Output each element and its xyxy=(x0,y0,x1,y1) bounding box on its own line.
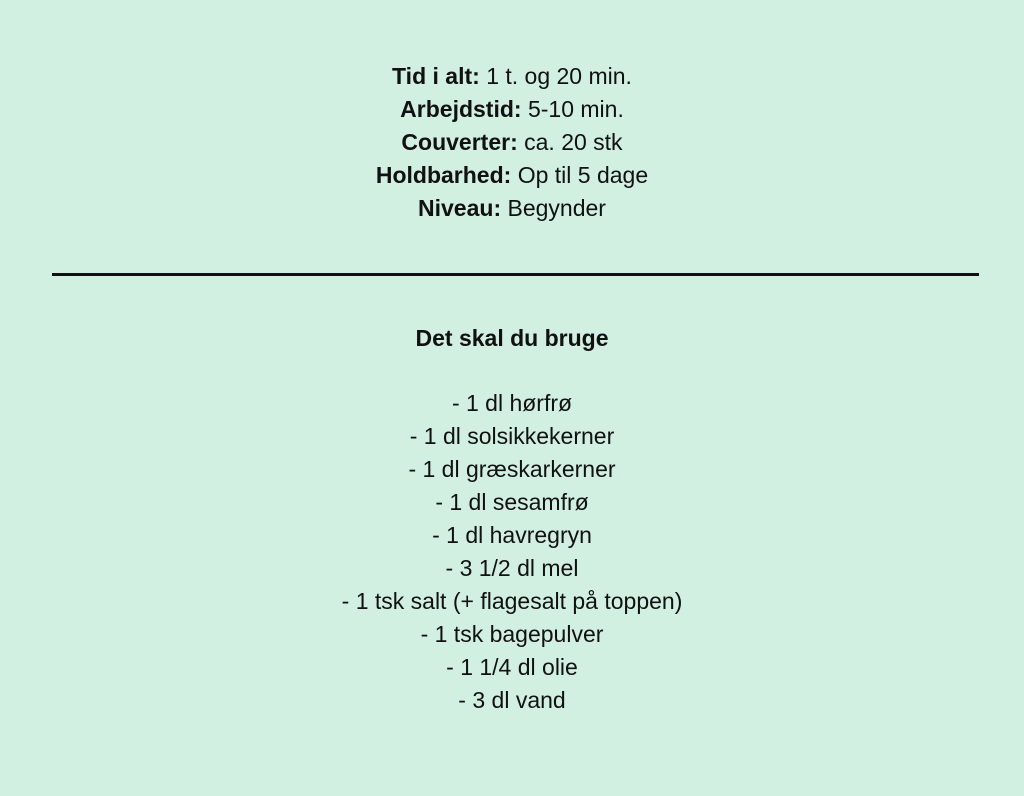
ingredient-item: - 1 tsk bagepulver xyxy=(420,621,604,647)
ingredient-item: - 1 tsk salt (+ flagesalt på toppen) xyxy=(341,588,683,614)
detail-value: ca. 20 stk xyxy=(524,129,623,155)
detail-value: Op til 5 dage xyxy=(517,162,649,188)
ingredient-item: - 1 dl solsikkekerner xyxy=(409,423,615,449)
recipe-details xyxy=(0,60,1024,225)
detail-shelf-life xyxy=(0,159,1024,192)
ingredients-heading: Det skal du bruge xyxy=(415,325,609,351)
detail-servings xyxy=(0,126,1024,159)
detail-value: 1 t. og 20 min. xyxy=(486,63,632,89)
ingredient-item: - 3 dl vand xyxy=(458,687,566,713)
detail-label: Arbejdstid: xyxy=(400,96,522,122)
ingredients-list xyxy=(0,387,1024,717)
detail-total-time xyxy=(0,60,1024,93)
detail-value: 5-10 min. xyxy=(527,96,624,122)
detail-work-time xyxy=(0,93,1024,126)
detail-label: Niveau: xyxy=(418,195,502,221)
detail-label: Tid i alt: xyxy=(392,63,480,89)
section-divider xyxy=(52,273,979,276)
ingredient-item: - 1 dl græskarkerner xyxy=(408,456,616,482)
ingredient-item: - 3 1/2 dl mel xyxy=(445,555,579,581)
ingredient-item: - 1 dl sesamfrø xyxy=(435,489,589,515)
ingredient-item: - 1 1/4 dl olie xyxy=(446,654,578,680)
ingredient-item: - 1 dl hørfrø xyxy=(451,390,573,416)
detail-label: Holdbarhed: xyxy=(375,162,512,188)
detail-value: Begynder xyxy=(507,195,606,221)
detail-label: Couverter: xyxy=(401,129,518,155)
detail-level xyxy=(0,192,1024,225)
ingredient-item: - 1 dl havregryn xyxy=(432,522,592,548)
